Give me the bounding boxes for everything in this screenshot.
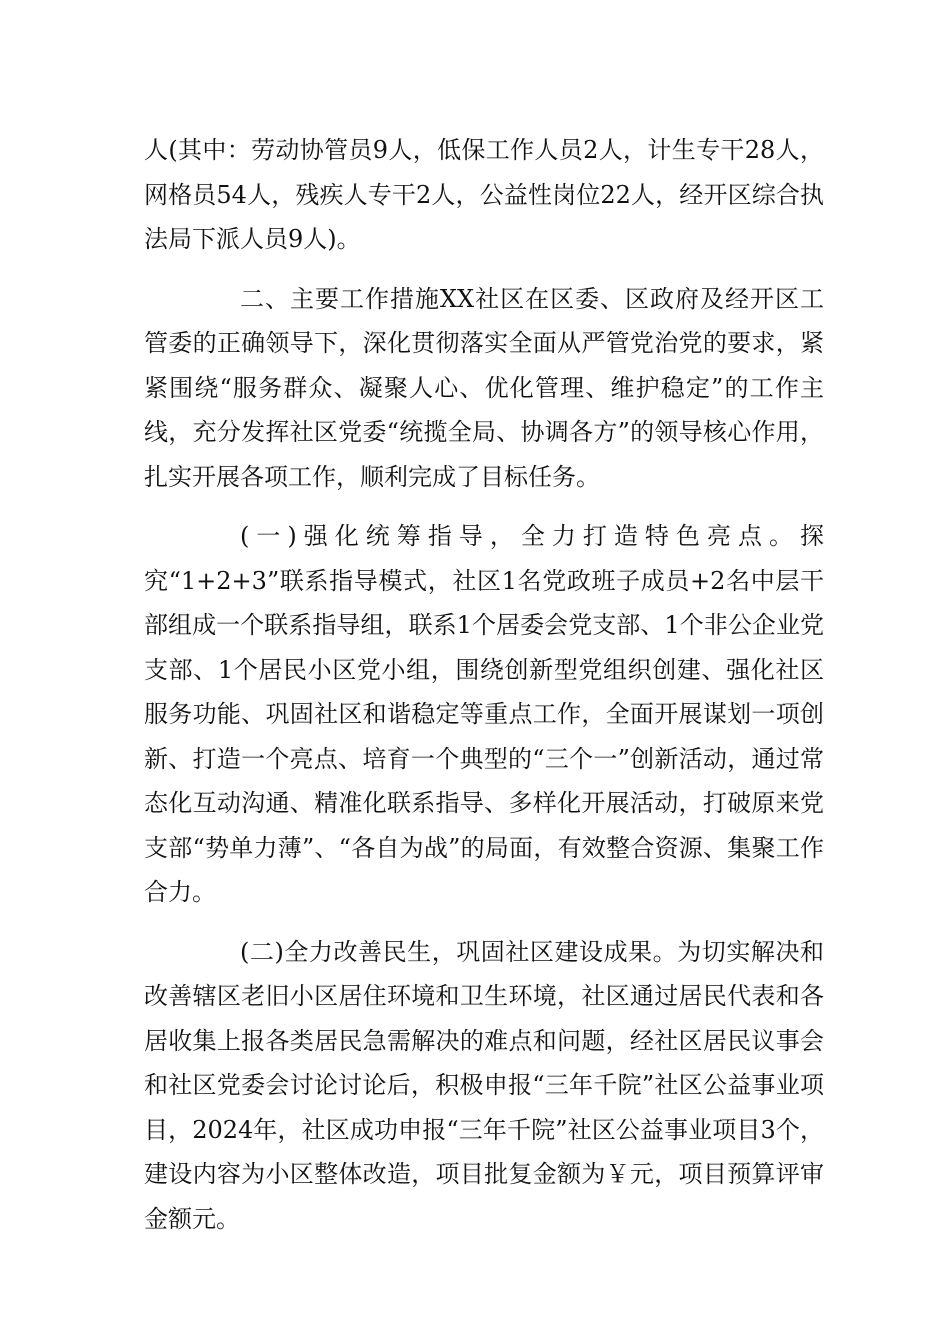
paragraph-main-measures: 二、主要工作措施XX社区在区委、区政府及经开区工管委的正确领导下，深化贯彻落实全面从严管党治党的要求，紧紧围绕“服务群众、凝聚人心、优化管理、维护稳定”的工作主线，充分发挥社区党委“统揽全局、协调各方”的领导核心作用，扎实开展各项工作，顺利完成了目标任务。 [144, 284, 824, 491]
paragraph-coordination-guidance: (一)强化统筹指导，全力打造特色亮点。探究“1+2+3”联系指导模式，社区1名党政班子成员+2名中层干部组成一个联系指导组，联系1个居委会党支部、1个非公企业党支部、1个居民小区党小组，围绕创新型党组织创建、强化社区服务功能、巩固社区和谐稳定等重点工作，全面开展谋划一项创新、打造一个亮点、培育一个典型的“三个一”创新活动，通过常态化互动沟通、精准化联系指导、多样化开展活动，打破原来党支部“势单力薄”、“各自为战”的局面，有效整合资源、集聚工作合力。 [144, 522, 824, 906]
paragraph-improve-livelihood: (二)全力改善民生，巩固社区建设成果。为切实解决和改善辖区老旧小区居住环境和卫生环境，社区通过居民代表和各居收集上报各类居民急需解决的难点和问题，经社区居民议事会和社区党委会讨论讨论后，积极申报“三年千院”社区公益事业项目，2024年，社区成功申报“三年千院”社区公益事业项目3个，建设内容为小区整体改造，项目批复金额为￥元，项目预算评审金额元。 [144, 937, 824, 1233]
paragraph-staff-breakdown: 人(其中：劳动协管员9人，低保工作人员2人，计生专干28人，网格员54人，残疾人专干2人，公益性岗位22人，经开区综合执法局下派人员9人)。 [144, 136, 824, 253]
document-body [144, 128, 824, 1256]
